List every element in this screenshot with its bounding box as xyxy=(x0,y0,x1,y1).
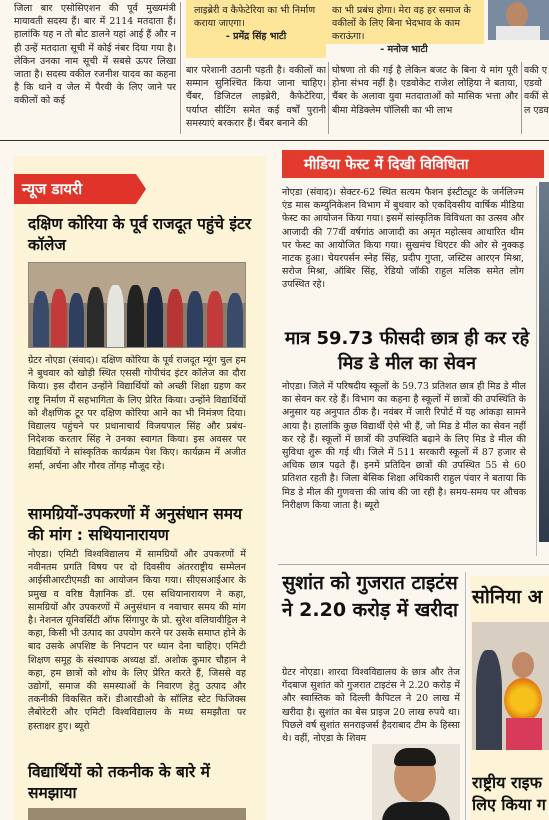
story-amity-headline: सामग्रियों-उपकरणों में अनुसंधान समय की मांग : सथियानारायण xyxy=(28,505,242,544)
quote-middle-text: लाइब्रेरी व कैफेटेरिया का भी निर्माण कराया जाएगा। xyxy=(194,5,316,29)
sushant-photo xyxy=(372,744,460,820)
story-korea-photo xyxy=(28,262,246,348)
candidate-shirt xyxy=(496,26,540,40)
photo-person-9 xyxy=(187,291,203,348)
quote-right-author: - मनोज भाटी xyxy=(380,44,428,55)
quote-box-right xyxy=(322,0,484,55)
media-fest-banner xyxy=(282,150,544,178)
sonia-garland xyxy=(504,678,542,722)
candidate-photo-top xyxy=(488,0,549,40)
candidate-head xyxy=(506,2,528,28)
sushant-hair xyxy=(394,748,436,766)
photo-person-3 xyxy=(69,293,84,348)
quote-right-text: का भी प्रबंध होगा। मेरा वह हर समाज के वकीलों के लिए बिना भेदभाव के काम कराऊंगा। xyxy=(332,5,471,42)
top-column-3: घोषणा तो की गई है लेकिन बजट के बिना ये मांग पूरी होना संभव नहीं है। एडवोकेट राजेश लोहिया ने बताया, चैंबर के अलावा युवा मतदाताओं को मासिक भत्ता और बीमा मेडिक्लेम पॉलिसी का भी लाभ xyxy=(332,65,518,116)
sushant-shirt xyxy=(382,802,450,820)
story-tech-headline: विद्यार्थियों को तकनीक के बारे में समझाया xyxy=(28,763,210,802)
top-column-1: जिला बार एसोसिएशन की पूर्व मुख्यमंत्री मायावती सदस्य हैं। बार में 2114 मतदाता हैं। हालांकि यह न तो बोट डालने यहां आई हैं और न ही उन्हें मतदाता सूची में कोई नंबर दिया गया है। लेकिन उनका नाम सूची में सबसे ऊपर लिखा जाता है। सदस्य वकील रजनीश यादव का कहना है कि थाने व जेल में पैरवी के लिए जाने पर वकीलों को कई xyxy=(14,3,176,107)
top-column-2: बार परेशानी उठानी पड़ती है। वकीलों का सम्मान सुनिश्चित किया जाना चाहिए। चैंबर, डिजिटल लाइब्रेरी, कैफेटेरिया, पर्याप्त सीटिंग समेत कई वर्षों पुरानी समस्याएं बरकरार हैं। चैंबर बनाने की xyxy=(186,65,326,129)
sushant-body: ग्रेटर नोएडा। शारदा विश्वविद्यालय के छात्र और तेज गेंदबाज सुशांत को गुजरात टाइटंस ने 2.20 करोड़ में और स्वास्तिक को दिल्ली कैपिटल ने 20 लाख में खरीदा है। सुशांत का बेस प्राइज 20 लाख रुपये था। पिछले वर्ष सुशांत सनराइजर्स हैदराबाद टीम के हिस्सा थे। वहीं, नोएडा के शिवम xyxy=(282,667,460,745)
quote-box-middle xyxy=(186,0,326,58)
middle-section-rule xyxy=(278,564,549,565)
rifle-headline: राष्ट्रीय राइफ लिए किया ग xyxy=(472,773,546,814)
story-korea-body: ग्रेटर नोएडा (संवाद)। दक्षिण कोरिया के पूर्व राजदूत म्यूंग चुल हम ने बुधवार को खोड़ी स्थित एससी गोपीचंद इंटर कॉलेज का दौरा किया। इस दौरान उन्होंने विद्यार्थियों को अच्छी शिक्षा ग्रहण कर राष्ट्र निर्माण में सहभागिता के लिए प्रेरित किया। उन्होंने विद्यार्थियों को शैक्षणिक टूर पर दक्षिण कोरिया आने का भी निमंत्रण दिया। विद्यालय पहुंचने पर प्रधानाचार्य विजयपाल सिंह और प्रबंध-निदेशक करतार सिंह ने उनका स्वागत किया। इस अवसर पर विद्यार्थियों ने सांस्कृतिक कार्यक्रम पेश किए। कार्यक्रम में अजीत शर्मा, अर्चना और गौरव तोंगड़ मौजूद रहे। xyxy=(28,355,246,472)
story-amity-body: नोएडा। एमिटी विश्वविद्यालय में सामग्रियों और उपकरणों में नवीनतम प्रगति विषय पर दो दिवसीय अंतरराष्ट्रीय सम्मेलन आईसीआरटीएमडी का आयोजन किया गया। सीएसआईआर के प्रमुख व वरिष्ठ वैज्ञानिक डॉ. एस सथियानारायण ने कहा, सामग्रियों और उपकरणों में अनुसंधान व नवाचार समय की मांग है। नेशनल यूनिवर्सिटी ऑफ सिंगापुर के प्रो. सुरेश वलियावीट्टिल ने कहा, किसी भी उत्पाद का उपयोग करने पर उसके समाप्त होने के बाद उसके अपशिष्ट के निपटान पर ध्यान देना चाहिए। एमिटी शिक्षण समूह के संस्थापक अध्यक्ष डॉ. अशोक कुमार चौहान ने कहा, हम छात्रों को शोध के लिए प्रेरित करते हैं, जिससे वह उद्योगों, समाज की समस्याओं के निवारण हेतु उत्पाद और तकनीकी विकसित करें। डीआरडीओ के सॉलिड स्टेट फिजिक्स लैबोरेटरी और एमिटी विश्वविद्यालय के मध्य समझौता पर हस्ताक्षर हुए। ब्यूरो xyxy=(28,549,246,732)
top-divider-1 xyxy=(180,2,181,134)
top-horizontal-rule xyxy=(0,140,549,141)
right-edge-photo-strip xyxy=(539,182,549,542)
middle-right-divider xyxy=(536,186,537,556)
photo-person-1 xyxy=(33,291,49,348)
top-column-4: वकी ए एडवो वकीं से ल एडव xyxy=(524,65,549,116)
photo-person-5 xyxy=(107,285,124,348)
sonia-dress xyxy=(506,718,542,750)
top-divider-3 xyxy=(521,62,522,134)
sushant-headline: सुशांत को गुजरात टाइटंस ने 2.20 करोड़ में खरीदा xyxy=(282,572,458,621)
photo-person-10 xyxy=(207,291,223,348)
news-diary-label-notch xyxy=(136,174,146,204)
story-korea-headline: दक्षिण कोरिया के पूर्व राजदूत पहुंचे इंटर कॉलेज xyxy=(28,215,252,254)
photo-person-7 xyxy=(147,287,163,348)
story-tech-photo-strip xyxy=(28,808,246,820)
sonia-headline: सोनिया अ xyxy=(472,586,543,608)
media-fest-body: नोएडा (संवाद)। सेक्टर-62 स्थित सत्यम फैशन इंस्टीट्यूट के जर्नलिज्म एंड मास कम्युनिकेशन विभाग में बुधवार को एकदिवसीय वार्षिक मीडिया फेस्ट का आयोजन किया गया। इसमें सांस्कृतिक विविधता का उत्सव और आजादी की 77वीं वर्षगांठ आजादी का अमृत महोत्सव आधारित थीम पर फेस्ट का आयोजित किया गया। सुखमंच थिएटर की ओर से नुक्कड़ नाटक हुआ। चेयरपर्सन स्नेह सिंह, प्रदीप गुप्ता, जस्टिस आरएन मिश्रा, सरोज मिश्रा, ऑबिर सिंह, रेडियो जॉकी राहुल मलिक समेत लोग उपस्थित रहे। xyxy=(282,187,524,291)
media-fest-banner-text: मीडिया फेस्ट में दिखी विविधिता xyxy=(304,157,469,173)
photo-person-6 xyxy=(127,285,144,348)
top-divider-2 xyxy=(328,62,329,134)
midday-meal-body: नोएडा। जिले में परिषदीय स्कूलों के 59.73 प्रतिशत छात्र ही मिड डे मील का सेवन कर रहे हैं। विभाग का कहना है स्कूलों में छात्रों की उपस्थिति के अनुसार यह अनुपात ठीक है। नवंबर में जारी रिपोर्ट में यह आंकड़ा सामने आया है। हालांकि कुछ विद्यार्थी ऐसे भी हैं, जो मिड डे मील का सेवन नहीं कर रहे हैं। स्कूलों में छात्रों की उपस्थिति बढ़ाने के लिए मिड डे मील की सुविधा शुरू की गई थी। जिले में 511 सरकारी स्कूलों में 87 हजार से अधिक छात्र पढ़ते हैं। इनमें प्रतिदिन छात्रों की उपस्थित 55 से 60 प्रतिशत रहती है। जिला बेसिक शिक्षा अधिकारी राहुल पंवार ने बताया कि मिड डे मील की गुणवत्ता की जांच की जा रही है। समय-समय पर औचक निरीक्षण किया जाता है। ब्यूरो xyxy=(282,381,526,511)
news-diary-label-text: न्यूज डायरी xyxy=(22,180,83,198)
news-diary-label xyxy=(14,174,136,204)
sonia-background-person xyxy=(476,650,502,750)
photo-person-2 xyxy=(51,289,67,348)
photo-person-8 xyxy=(167,289,183,348)
quote-middle-author: - प्रमेंद्र सिंह भाटी xyxy=(225,31,287,42)
sonia-photo xyxy=(472,622,549,750)
photo-person-4 xyxy=(87,287,104,348)
midday-meal-headline: मात्र 59.73 फीसदी छात्र ही कर रहे मिड डे मील का सेवन xyxy=(284,328,530,374)
right-column-divider xyxy=(465,572,466,820)
sonia-head xyxy=(512,652,534,678)
photo-person-11 xyxy=(227,293,243,348)
